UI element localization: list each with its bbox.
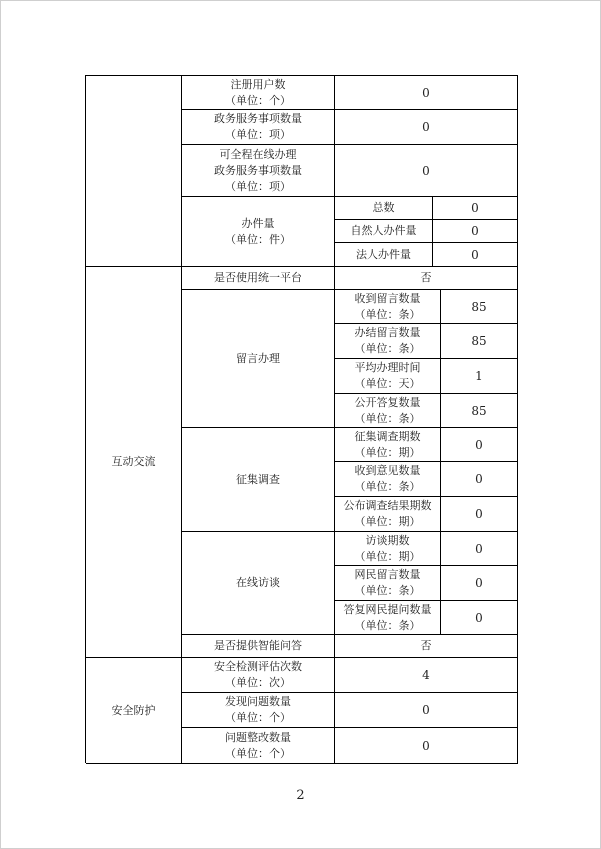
interview-netizen-label: 网民留言数量 （单位：条） — [335, 566, 441, 601]
survey-results-value: 0 — [441, 497, 518, 532]
interview-group-label: 在线访谈 — [182, 532, 335, 635]
handling-label: 办件量 （单位：件） — [182, 197, 335, 267]
handling-legal-value: 0 — [433, 243, 518, 267]
registered-users-label: 注册用户数 （单位：个） — [182, 76, 335, 110]
messages-group-label: 留言办理 — [182, 290, 335, 428]
unified-platform-value: 否 — [335, 267, 518, 290]
messages-concluded-label: 办结留言数量 （单位：条） — [335, 324, 441, 359]
section-security: 安全防护 — [86, 658, 182, 764]
handling-legal-label: 法人办件量 — [335, 243, 433, 267]
messages-received-label: 收到留言数量 （单位：条） — [335, 290, 441, 324]
section-top-blank — [86, 76, 182, 267]
smart-qa-label: 是否提供智能问答 — [182, 635, 335, 658]
interview-answered-value: 0 — [441, 601, 518, 635]
online-items-label: 可全程在线办理 政务服务事项数量 （单位：项） — [182, 145, 335, 197]
smart-qa-value: 否 — [335, 635, 518, 658]
survey-group-label: 征集调查 — [182, 428, 335, 532]
messages-avg-time-value: 1 — [441, 359, 518, 394]
unified-platform-label: 是否使用统一平台 — [182, 267, 335, 290]
survey-opinions-value: 0 — [441, 462, 518, 497]
survey-opinions-label: 收到意见数量 （单位：条） — [335, 462, 441, 497]
survey-periods-value: 0 — [441, 428, 518, 462]
registered-users-value: 0 — [335, 76, 518, 110]
messages-public-label: 公开答复数量 （单位：条） — [335, 394, 441, 428]
handling-natural-value: 0 — [433, 220, 518, 243]
messages-avg-time-label: 平均办理时间 （单位：天） — [335, 359, 441, 394]
security-issues-label: 发现问题数量 （单位：个） — [182, 693, 335, 728]
messages-received-value: 85 — [441, 290, 518, 324]
security-fixed-value: 0 — [335, 728, 518, 764]
statistics-table — [85, 75, 518, 763]
security-tests-label: 安全检测评估次数 （单位：次） — [182, 658, 335, 693]
security-issues-value: 0 — [335, 693, 518, 728]
interview-periods-value: 0 — [441, 532, 518, 566]
survey-periods-label: 征集调查期数 （单位：期） — [335, 428, 441, 462]
interview-periods-label: 访谈期数 （单位：期） — [335, 532, 441, 566]
handling-natural-label: 自然人办件量 — [335, 220, 433, 243]
messages-concluded-value: 85 — [441, 324, 518, 359]
online-items-value: 0 — [335, 145, 518, 197]
survey-results-label: 公布调查结果期数 （单位：期） — [335, 497, 441, 532]
security-tests-value: 4 — [335, 658, 518, 693]
security-fixed-label: 问题整改数量 （单位：个） — [182, 728, 335, 764]
service-items-value: 0 — [335, 110, 518, 145]
handling-total-value: 0 — [433, 197, 518, 220]
section-interaction: 互动交流 — [86, 267, 182, 658]
handling-total-label: 总数 — [335, 197, 433, 220]
messages-public-value: 85 — [441, 394, 518, 428]
service-items-label: 政务服务事项数量 （单位：项） — [182, 110, 335, 145]
interview-netizen-value: 0 — [441, 566, 518, 601]
page-number: 2 — [296, 788, 305, 803]
interview-answered-label: 答复网民提问数量 （单位：条） — [335, 601, 441, 635]
